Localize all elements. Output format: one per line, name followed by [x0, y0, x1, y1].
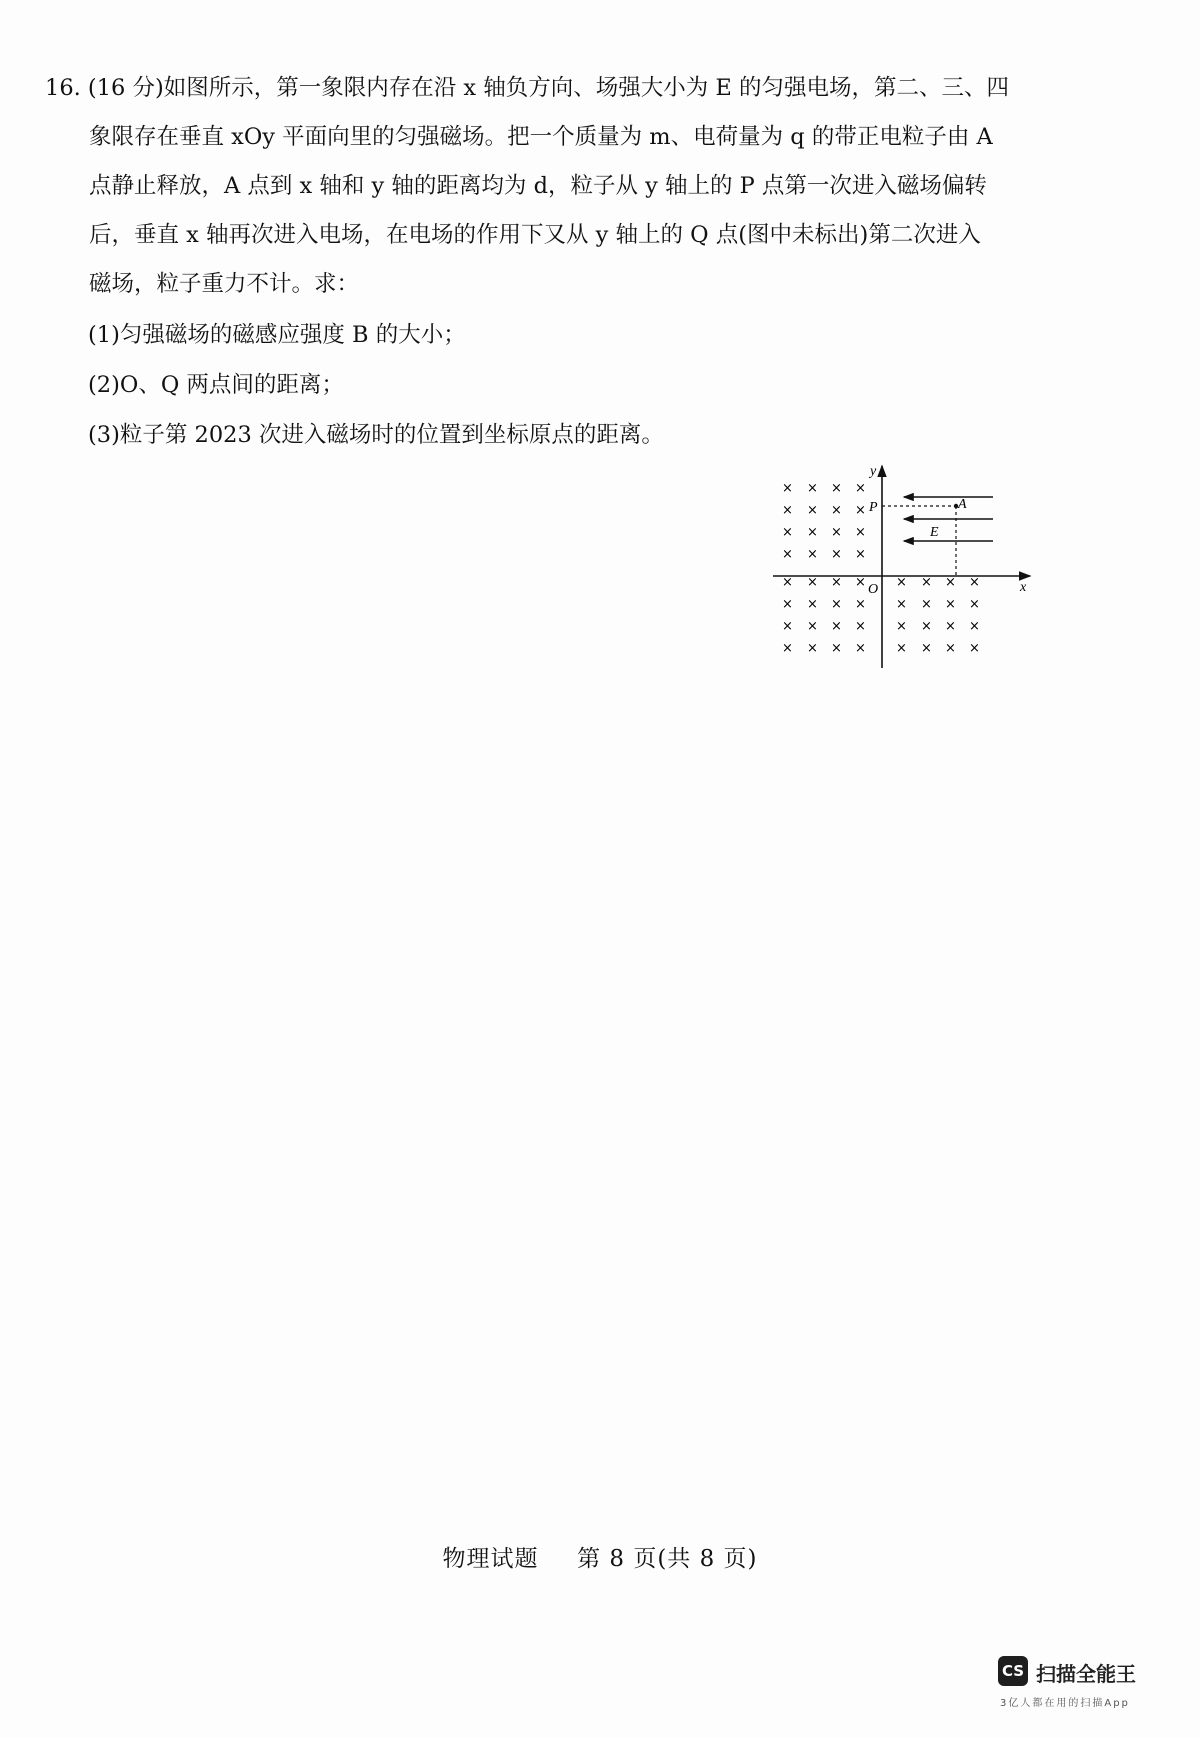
field-cross-mark: ×: [831, 503, 842, 518]
field-cross-mark: ×: [807, 503, 818, 518]
field-cross-mark: ×: [945, 597, 956, 612]
field-cross-mark: ×: [807, 597, 818, 612]
question-parts: [88, 310, 664, 460]
footer-subject: 物理试题: [442, 1546, 539, 1572]
field-cross-mark: ×: [945, 619, 956, 634]
field-cross-mark: ×: [807, 525, 818, 540]
origin-label: O: [868, 582, 879, 597]
field-cross-mark: ×: [807, 547, 818, 562]
footer-page-number: 第 8 页(共 8 页): [577, 1546, 758, 1572]
field-cross-mark: ×: [855, 575, 866, 590]
point-p-label: P: [869, 500, 878, 515]
field-cross-mark: ×: [782, 597, 793, 612]
part-2: (2)O、Q 两点间的距离；: [88, 372, 344, 398]
field-cross-mark: ×: [782, 641, 793, 656]
field-cross-mark: ×: [831, 525, 842, 540]
field-cross-mark: ×: [921, 619, 932, 634]
field-cross-mark: ×: [807, 481, 818, 496]
field-cross-mark: ×: [807, 575, 818, 590]
question-line-4: 后，垂直 x 轴再次进入电场，在电场的作用下又从 y 轴上的 Q 点(图中未标出)第二次进入: [89, 222, 981, 248]
field-cross-mark: ×: [782, 503, 793, 518]
field-cross-mark: ×: [921, 641, 932, 656]
question-line-3: 点静止释放，A 点到 x 轴和 y 轴的距离均为 d，粒子从 y 轴上的 P 点第一次进入磁场偏转: [89, 173, 987, 199]
part-1: (1)匀强磁场的磁感应强度 B 的大小；: [88, 322, 466, 348]
field-cross-mark: ×: [782, 575, 793, 590]
field-cross-mark: ×: [831, 597, 842, 612]
question-line-2: 象限存在垂直 xOy 平面向里的匀强磁场。把一个质量为 m、电荷量为 q 的带正电粒子由 A: [89, 124, 993, 150]
camscanner-logo-icon: CS: [998, 1656, 1028, 1686]
field-cross-mark: ×: [782, 525, 793, 540]
brand-name: 扫描全能王: [1036, 1662, 1136, 1686]
field-cross-mark: ×: [831, 575, 842, 590]
field-cross-mark: ×: [831, 547, 842, 562]
field-cross-mark: ×: [969, 597, 980, 612]
field-cross-mark: ×: [855, 619, 866, 634]
field-cross-mark: ×: [855, 641, 866, 656]
field-cross-mark: ×: [896, 597, 907, 612]
field-cross-mark: ×: [855, 481, 866, 496]
field-diagram-svg: [768, 462, 1038, 677]
field-cross-mark: ×: [969, 619, 980, 634]
field-diagram: [768, 462, 1038, 677]
x-axis-label: x: [1020, 580, 1027, 595]
field-e-label: E: [930, 525, 939, 540]
magnetic-field-markers: [782, 481, 980, 656]
point-a-label: A: [958, 497, 967, 512]
field-cross-mark: ×: [855, 597, 866, 612]
field-cross-mark: ×: [855, 525, 866, 540]
field-cross-mark: ×: [921, 575, 932, 590]
question-line-5: 磁场，粒子重力不计。求：: [89, 271, 360, 297]
field-cross-mark: ×: [807, 641, 818, 656]
field-cross-mark: ×: [855, 547, 866, 562]
field-cross-mark: ×: [807, 619, 818, 634]
field-cross-mark: ×: [896, 575, 907, 590]
field-cross-mark: ×: [896, 641, 907, 656]
field-cross-mark: ×: [945, 641, 956, 656]
field-cross-mark: ×: [921, 597, 932, 612]
field-cross-mark: ×: [782, 547, 793, 562]
field-cross-mark: ×: [969, 575, 980, 590]
question-line-1: 16. (16 分)如图所示，第一象限内存在沿 x 轴负方向、场强大小为 E 的匀强电场，第二、三、四: [45, 75, 1009, 101]
page-footer: [0, 1540, 1200, 1573]
field-cross-mark: ×: [945, 575, 956, 590]
field-cross-mark: ×: [782, 481, 793, 496]
field-cross-mark: ×: [855, 503, 866, 518]
field-cross-mark: ×: [831, 481, 842, 496]
field-cross-mark: ×: [782, 619, 793, 634]
field-cross-mark: ×: [969, 641, 980, 656]
scanner-watermark: [998, 1656, 1178, 1716]
brand-tagline: 3亿人都在用的扫描App: [1000, 1698, 1130, 1709]
y-axis-label: y: [870, 464, 877, 479]
field-cross-mark: ×: [831, 619, 842, 634]
part-3: (3)粒子第 2023 次进入磁场时的位置到坐标原点的距离。: [88, 422, 664, 448]
field-cross-mark: ×: [896, 619, 907, 634]
question-16: [45, 64, 1045, 309]
field-cross-mark: ×: [831, 641, 842, 656]
